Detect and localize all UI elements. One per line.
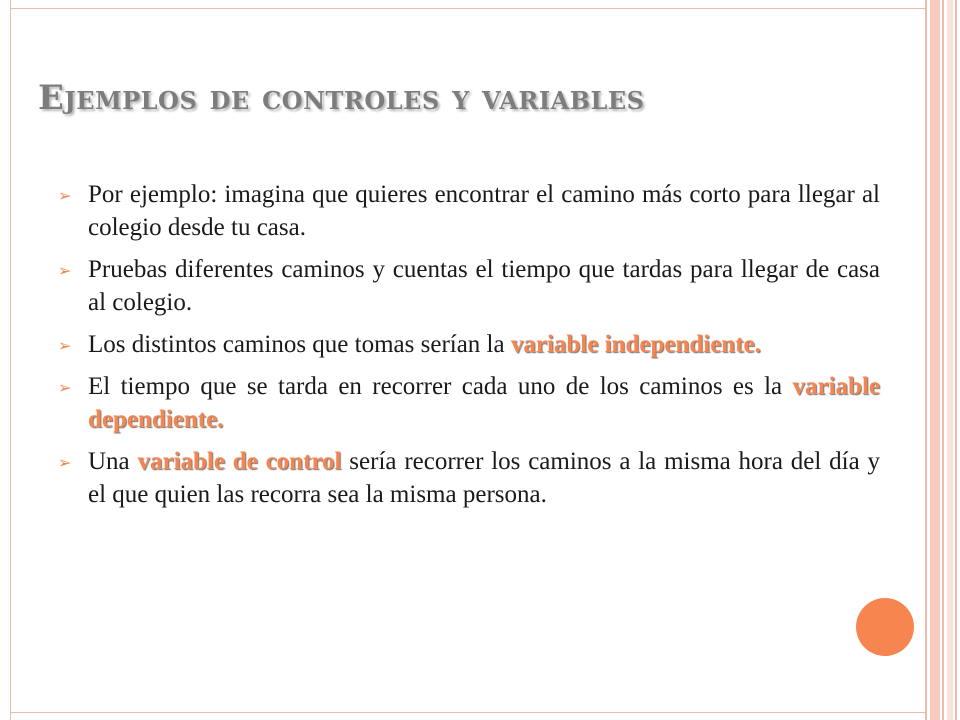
frame-top-line	[10, 8, 925, 9]
decorative-stripe	[955, 0, 957, 720]
decorative-circle	[856, 598, 914, 656]
arrow-right-icon: ➢	[58, 336, 72, 355]
decorative-stripe	[942, 0, 944, 720]
highlighted-term: variable independiente.	[510, 331, 761, 358]
highlighted-term: variable de control	[137, 448, 342, 475]
decorative-stripe	[930, 0, 940, 720]
arrow-right-icon: ➢	[58, 453, 72, 472]
bullet-text: Una	[88, 448, 138, 475]
bullet-text: El tiempo que se tarda en recorrer cada uno de los caminos es la	[88, 373, 793, 400]
bullet-item	[58, 445, 880, 511]
arrow-right-icon: ➢	[58, 261, 72, 280]
highlighted-term: variable dependiente.	[88, 373, 880, 433]
bullet-item	[58, 370, 880, 436]
decorative-stripe	[947, 0, 953, 720]
bullet-text: Por ejemplo: imagina que quieres encontrar el camino más corto para llegar al colegio desde tu casa.	[88, 181, 880, 241]
frame-bottom-line	[10, 712, 925, 713]
slide-title: Ejemplos de controles y variables	[38, 78, 645, 118]
bullet-text: sería recorrer los caminos a la misma hora del día y el que quien las recorra sea la misma persona.	[88, 448, 881, 508]
bullet-text: Pruebas diferentes caminos y cuentas el tiempo que tardas para llegar de casa al colegio.	[88, 256, 880, 316]
bullet-list	[58, 178, 880, 520]
bullet-item	[58, 328, 880, 361]
decorative-stripe	[925, 0, 927, 720]
arrow-right-icon: ➢	[58, 378, 72, 397]
frame-left-line	[10, 0, 11, 720]
bullet-text: Los distintos caminos que tomas serían la	[88, 331, 511, 358]
bullet-item	[58, 178, 880, 244]
bullet-item	[58, 253, 880, 319]
arrow-right-icon: ➢	[58, 186, 72, 205]
